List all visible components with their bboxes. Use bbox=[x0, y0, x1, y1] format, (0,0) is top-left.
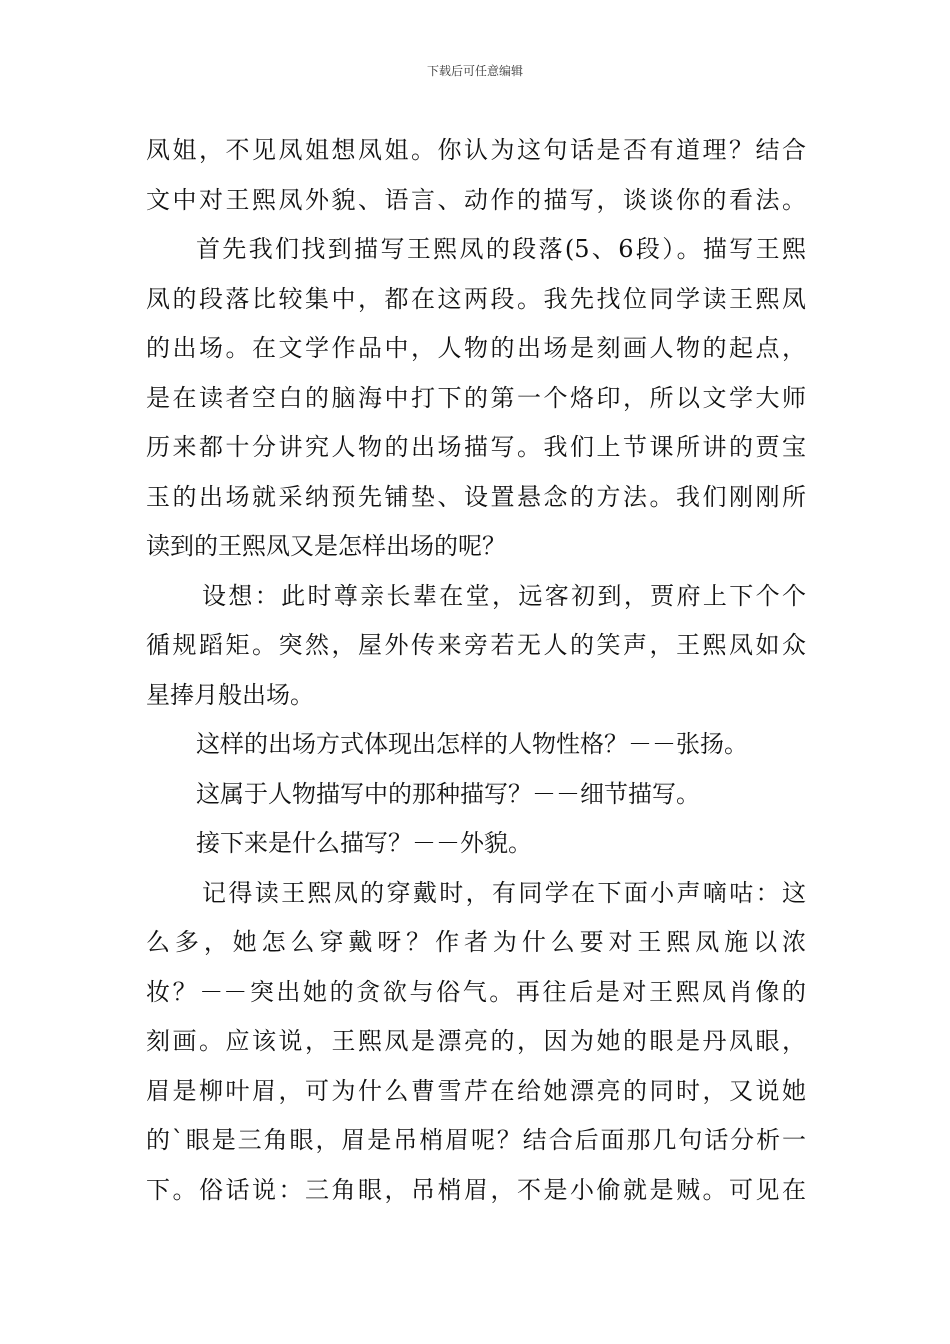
text-line: 接下来是什么描写？－－外貌。 bbox=[196, 829, 532, 857]
text-line: 的出场。在文学作品中，人物的出场是刻画人物的起点， bbox=[146, 334, 806, 362]
text-line: 眉是柳叶眉，可为什么曹雪芹在给她漂亮的同时，又说她 bbox=[146, 1076, 806, 1105]
page-header: 下载后可任意编辑 bbox=[426, 64, 523, 78]
text-line: 妆？－－突出她的贪欲与俗气。再往后是对王熙凤肖像的 bbox=[146, 977, 806, 1006]
text-line: 星捧月般出场。 bbox=[146, 680, 314, 709]
text-line: 是在读者空白的脑海中打下的第一个烙印，所以文学大师 bbox=[146, 383, 806, 412]
text-line: 这属于人物描写中的那种描写？－－细节描写。 bbox=[196, 779, 700, 808]
text-line: 首先我们找到描写王熙凤的段落(5、6段）。描写王熙 bbox=[196, 235, 806, 263]
text-line: 历来都十分讲究人物的出场描写。我们上节课所讲的贾宝 bbox=[146, 433, 806, 461]
text-line: 凤姐，不见凤姐想凤姐。你认为这句话是否有道理？结合 bbox=[146, 136, 806, 164]
text-line: 的`眼是三角眼，眉是吊梢眉呢？结合后面那几句话分析一 bbox=[146, 1126, 806, 1154]
text-line: 刻画。应该说，王熙凤是漂亮的，因为她的眼是丹凤眼， bbox=[146, 1027, 806, 1055]
text-line: 玉的出场就采纳预先铺垫、设置悬念的方法。我们刚刚所 bbox=[146, 482, 806, 511]
text-line: 凤的段落比较集中，都在这两段。我先找位同学读王熙凤 bbox=[146, 284, 806, 313]
text-line: 循规蹈矩。突然，屋外传来旁若无人的笑声，王熙凤如众 bbox=[146, 631, 806, 659]
text-line: 么多，她怎么穿戴呀？作者为什么要对王熙凤施以浓 bbox=[146, 928, 806, 956]
text-line: 设想：此时尊亲长辈在堂，远客初到，贾府上下个个 bbox=[202, 581, 806, 610]
text-line: 读到的王熙凤又是怎样出场的呢？ bbox=[146, 532, 506, 560]
text-line: 记得读王熙凤的穿戴时，有同学在下面小声嘀咕：这 bbox=[202, 878, 806, 907]
text-line: 下。俗话说：三角眼，吊梢眉，不是小偷就是贼。可见在 bbox=[146, 1175, 806, 1204]
text-line: 文中对王熙凤外貌、语言、动作的描写，谈谈你的看法。 bbox=[146, 185, 806, 214]
document-body bbox=[146, 126, 806, 1215]
text-line: 这样的出场方式体现出怎样的人物性格？－－张扬。 bbox=[196, 730, 748, 758]
